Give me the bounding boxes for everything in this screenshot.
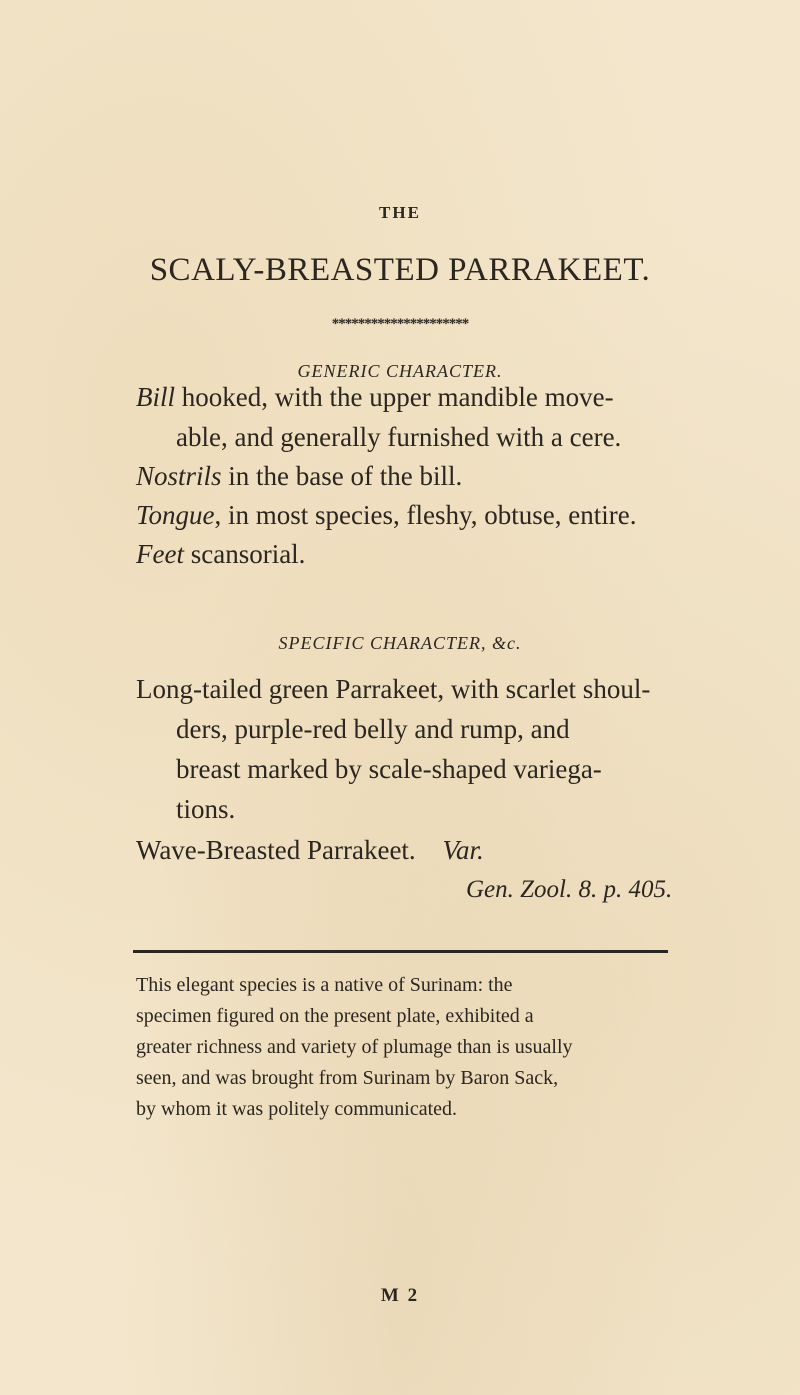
synonym-name: Wave-Breasted Parrakeet.	[136, 835, 416, 865]
generic-line-1-text: hooked, with the upper mandible move-	[175, 382, 614, 412]
generic-line-1	[136, 384, 614, 411]
synonym-line	[136, 837, 484, 864]
generic-line-2-text: able, and generally furnished with a cere.	[176, 422, 622, 452]
term-feet: Feet	[136, 539, 184, 569]
specific-character-heading: SPECIFIC CHARACTER, &c.	[278, 633, 522, 653]
specific-line-2: ders, purple-red belly and rump, and	[176, 714, 570, 744]
page-title: SCALY-BREASTED PARRAKEET.	[149, 252, 651, 288]
generic-line-5	[136, 541, 305, 568]
description-line-2: specimen figured on the present plate, exhibited a	[136, 1005, 534, 1027]
synonym-variety: Var.	[442, 835, 484, 865]
term-bill: Bill	[136, 382, 175, 412]
reference-text: Gen. Zool. 8. p. 405.	[466, 876, 673, 903]
signature-mark: M 2	[380, 1285, 420, 1306]
ornament-divider: *********************	[331, 316, 469, 332]
generic-line-3	[136, 463, 462, 490]
generic-line-3-text: in the base of the bill.	[221, 461, 463, 491]
description-line-5: by whom it was politely communicated.	[136, 1098, 458, 1120]
reference-line	[466, 877, 672, 902]
generic-line-5-text: scansorial.	[183, 539, 306, 569]
generic-line-4	[136, 502, 636, 529]
description-line-3: greater richness and variety of plumage than is usually	[136, 1036, 573, 1058]
description-line-4: seen, and was brought from Surinam by Baron Sack,	[136, 1067, 559, 1089]
title-prefix: THE	[379, 203, 421, 222]
generic-line-4-text: , in most species, fleshy, obtuse, entire.	[214, 500, 637, 530]
specific-line-3: breast marked by scale-shaped variega-	[176, 754, 602, 784]
section-rule	[133, 950, 668, 953]
description-line-1: This elegant species is a native of Surinam: the	[136, 974, 513, 996]
specific-line-1: Long-tailed green Parrakeet, with scarlet shoul-	[136, 674, 651, 704]
generic-line-2	[176, 424, 621, 451]
term-nostrils: Nostrils	[136, 461, 222, 491]
specific-line-4: tions.	[176, 794, 236, 824]
generic-character-heading: GENERIC CHARACTER.	[297, 361, 503, 381]
term-tongue: Tongue	[136, 500, 215, 530]
